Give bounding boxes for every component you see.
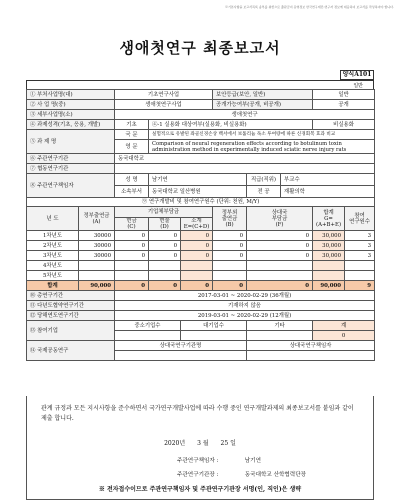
funding-sum-gov: 90,000 (79, 281, 115, 291)
label-total-period: ⑩ 총연구기간 (27, 291, 115, 301)
funding-local: 0 (213, 241, 247, 251)
label-pi: ⑧ 주관연구책임자 (27, 174, 115, 198)
funding-total: 30,000 (313, 231, 345, 241)
row-program (27, 100, 375, 110)
row-intl-head (27, 341, 375, 351)
value-total-period: 2017-03-01 ~ 2020-02-29 (36개월) (115, 291, 375, 301)
project-title-english: Comparison of neural regeneration effects according to botulinum toxin administration method in experimentally induced sciatic nerve injury rats (149, 140, 375, 154)
intl-inst-value (115, 351, 247, 361)
col-year: 년 도 (27, 207, 79, 231)
label-subprogram: ③ 세부사업명(소) (27, 110, 115, 120)
declaration-text: 관계 규정과 모든 지시사항을 준수하면서 국가연구개발사업에 따라 수행 중인 연구개발과제의 최종보고서를 붙임과 같이 제출 합니다. (41, 405, 354, 422)
funding-other: 0 (247, 241, 313, 251)
label-project-title: ⑤ 과 제 명 (27, 130, 115, 154)
label-multiyear-period: ⑪ 다년도협약연구기간 (27, 301, 115, 311)
funding-row (27, 231, 375, 241)
funding-caption: ⑨ 연구개발비 및 참여연구원수 (단위: 천원, M/Y) (27, 198, 375, 207)
funding-subtotal: 0 (181, 241, 213, 251)
date-year: 2020년 (164, 440, 186, 447)
project-title-korean: 실험적으로 유발된 좌골신경손상 백서에서 보툴리늄 독소 투여량에 따른 신경회복 효과 비교 (149, 130, 375, 140)
tag-department: 소속부서 (115, 186, 149, 198)
funding-staff: 3 (345, 241, 375, 251)
funding-staff: 3 (345, 231, 375, 241)
label-disclosure: 공개가능여부(공개, 비공개) (213, 100, 313, 110)
tag-name: 성 명 (115, 174, 149, 186)
funding-row (27, 241, 375, 251)
label-program: ② 사 업 명(중) (27, 100, 115, 110)
funding-sum-staff: 9 (345, 281, 375, 291)
value-current-period: 2019-03-01 ~ 2020-02-29 (12개월) (115, 311, 375, 321)
funding-cash: 0 (115, 251, 149, 261)
funding-row (27, 251, 375, 261)
funding-cash: 0 (115, 241, 149, 251)
tag-major: 전 공 (247, 186, 281, 198)
funding-staff: 3 (345, 251, 375, 261)
funding-staff (345, 261, 375, 271)
row-title-kor (27, 130, 375, 140)
funding-sum-inkind: 0 (149, 281, 181, 291)
funding-local: 0 (213, 251, 247, 261)
funding-inkind (149, 261, 181, 271)
funding-year: 3차년도 (27, 251, 79, 261)
top-note: ※기본사항을 보고서목록 송부를 위함으로 출판금지 운영정보 한국연구재단-연구자 정보에 대응하여 보고서를 작성하여야 합니다. (224, 5, 394, 9)
funding-row (27, 271, 375, 281)
funding-other (247, 261, 313, 271)
funding-year: 4차년도 (27, 261, 79, 271)
footnote: ※ 전자접수이므로 주관연구책임자 및 주관연구기관장 서명(인, 직인)은 생략 (98, 486, 302, 493)
declaration-date (27, 438, 373, 447)
funding-total (313, 261, 345, 271)
funding-total: 30,000 (313, 251, 345, 261)
funding-year: 2차년도 (27, 241, 79, 251)
row-current-period (27, 311, 375, 321)
row-nature (27, 120, 375, 130)
col-gov: 정부출연금 (A) (79, 207, 115, 231)
pi-position: 부교수 (281, 174, 375, 186)
funding-header-1 (27, 207, 375, 218)
col-other: 상대국 부담금 (F) (247, 207, 313, 231)
label-commercialization: ④-1 실용화 대상여부(실용화, 비실용화) (149, 120, 313, 130)
label-coop-inst: ⑦ 협동연구기관 (27, 164, 115, 174)
funding-sum-subtotal: 0 (181, 281, 213, 291)
col-local: 정부외 출연금 (B) (213, 207, 247, 231)
label-intl: ⑭ 국제공동연구 (27, 341, 115, 361)
col-cash: 현금 (C) (115, 218, 149, 231)
page-title: 생애첫연구 최종보고서 (119, 39, 281, 57)
row-pi-1 (27, 174, 375, 186)
row-subprogram (27, 110, 375, 120)
pi-sign-label: 주관연구책임자 : (177, 458, 219, 464)
funding-inkind (149, 271, 181, 281)
funding-total: 30,000 (313, 241, 345, 251)
pi-name: 남기연 (149, 174, 247, 186)
funding-gov: 30000 (79, 231, 115, 241)
tag-korean: 국 문 (115, 130, 149, 140)
label-current-period: ⑫ 당해연도연구기간 (27, 311, 115, 321)
funding-inkind: 0 (149, 251, 181, 261)
value-program: 생애첫연구사업 (115, 100, 213, 110)
report-table (26, 89, 375, 361)
value-nature: 기초 (115, 120, 149, 130)
funding-staff (345, 271, 375, 281)
inst-sign-label: 주관연구기관장 : (177, 472, 219, 478)
tag-english: 영 문 (115, 140, 149, 154)
row-multiyear-period (27, 301, 375, 311)
funding-gov: 30000 (79, 251, 115, 261)
funding-subtotal (181, 261, 213, 271)
funding-row (27, 261, 375, 271)
participants-large-header: 대기업수 (181, 321, 247, 331)
participants-other-value (247, 331, 313, 341)
label-security: 보안등급(보안, 일반) (213, 90, 313, 100)
value-multiyear-period: 기재하지 않음 (115, 301, 375, 311)
value-commercialization: 비실용화 (313, 120, 375, 130)
intl-pi-header: 상대국연구책임자 (247, 341, 375, 351)
funding-local: 0 (213, 231, 247, 241)
funding-sum-label: 합계 (27, 281, 79, 291)
funding-inkind: 0 (149, 241, 181, 251)
col-staff: 참여 연구원수 (345, 207, 375, 231)
row-funding-caption (27, 198, 375, 207)
funding-sum-row (27, 281, 375, 291)
funding-other: 0 (247, 251, 313, 261)
col-subtotal: 소계 E=(C+D) (181, 218, 213, 231)
intl-pi-value (247, 351, 375, 361)
date-month: 3 월 (197, 440, 209, 447)
inst-sign-name: 동국대학교 산학협력단장 (244, 472, 306, 478)
row-coop-inst (27, 164, 375, 174)
intl-inst-header: 상대국연구기관명 (115, 341, 247, 351)
label-ministry: ① 부처사업명(대) (27, 90, 115, 100)
funding-subtotal: 0 (181, 251, 213, 261)
funding-other (247, 271, 313, 281)
pi-sign-name: 남기연 (244, 458, 261, 464)
value-disclosure: 공개 (313, 100, 375, 110)
funding-local (213, 261, 247, 271)
row-ministry (27, 90, 375, 100)
row-host-inst (27, 154, 375, 164)
label-host-inst: ⑥ 주관연구기관 (27, 154, 115, 164)
pi-major: 재활의학 (281, 186, 375, 198)
funding-sum-other: 0 (247, 281, 313, 291)
funding-cash: 0 (115, 231, 149, 241)
funding-sum-total: 90,000 (313, 281, 345, 291)
col-total: 합계 G=(A+B+E) (313, 207, 345, 231)
inst-signature-line (177, 470, 306, 478)
funding-year: 5차년도 (27, 271, 79, 281)
tag-position: 직급(직위) (247, 174, 281, 186)
funding-subtotal: 0 (181, 231, 213, 241)
funding-cash (115, 261, 149, 271)
participants-total-value: 0 (313, 331, 375, 341)
funding-local (213, 271, 247, 281)
label-participants: ⑬ 참여기업 (27, 321, 115, 341)
row-total-period (27, 291, 375, 301)
funding-total (313, 271, 345, 281)
col-inkind: 현물 (D) (149, 218, 181, 231)
funding-sum-local: 0 (213, 281, 247, 291)
funding-sum-cash: 0 (115, 281, 149, 291)
participants-other-header: 기타 (247, 321, 313, 331)
participants-sme-value (115, 331, 181, 341)
funding-cash (115, 271, 149, 281)
funding-gov: 30000 (79, 241, 115, 251)
funding-other: 0 (247, 231, 313, 241)
funding-year: 1차년도 (27, 231, 79, 241)
value-coop-inst (115, 164, 375, 174)
value-subprogram: 생애첫연구 (115, 110, 375, 120)
funding-gov (79, 271, 115, 281)
col-private-group: 기업체부담금 (115, 207, 213, 218)
value-host-inst: 동국대학교 (115, 154, 375, 164)
participants-sme-header: 중소기업수 (115, 321, 181, 331)
form-number: 양식A101 (340, 70, 374, 80)
funding-inkind: 0 (149, 231, 181, 241)
date-day: 25 일 (220, 440, 236, 447)
pi-signature-line (177, 456, 261, 464)
pi-department: 동국대학교 일산병원 (149, 186, 247, 198)
value-ministry: 기초연구사업 (115, 90, 213, 100)
funding-gov (79, 261, 115, 271)
funding-subtotal (181, 271, 213, 281)
form-bar-text: 일반 (353, 83, 363, 89)
label-nature: ④ 과제성격(기초, 응용, 개발) (27, 120, 115, 130)
value-security: 일반 (313, 90, 375, 100)
participants-total-header: 계 (313, 321, 375, 331)
row-participants-head (27, 321, 375, 331)
participants-large-value (181, 331, 247, 341)
